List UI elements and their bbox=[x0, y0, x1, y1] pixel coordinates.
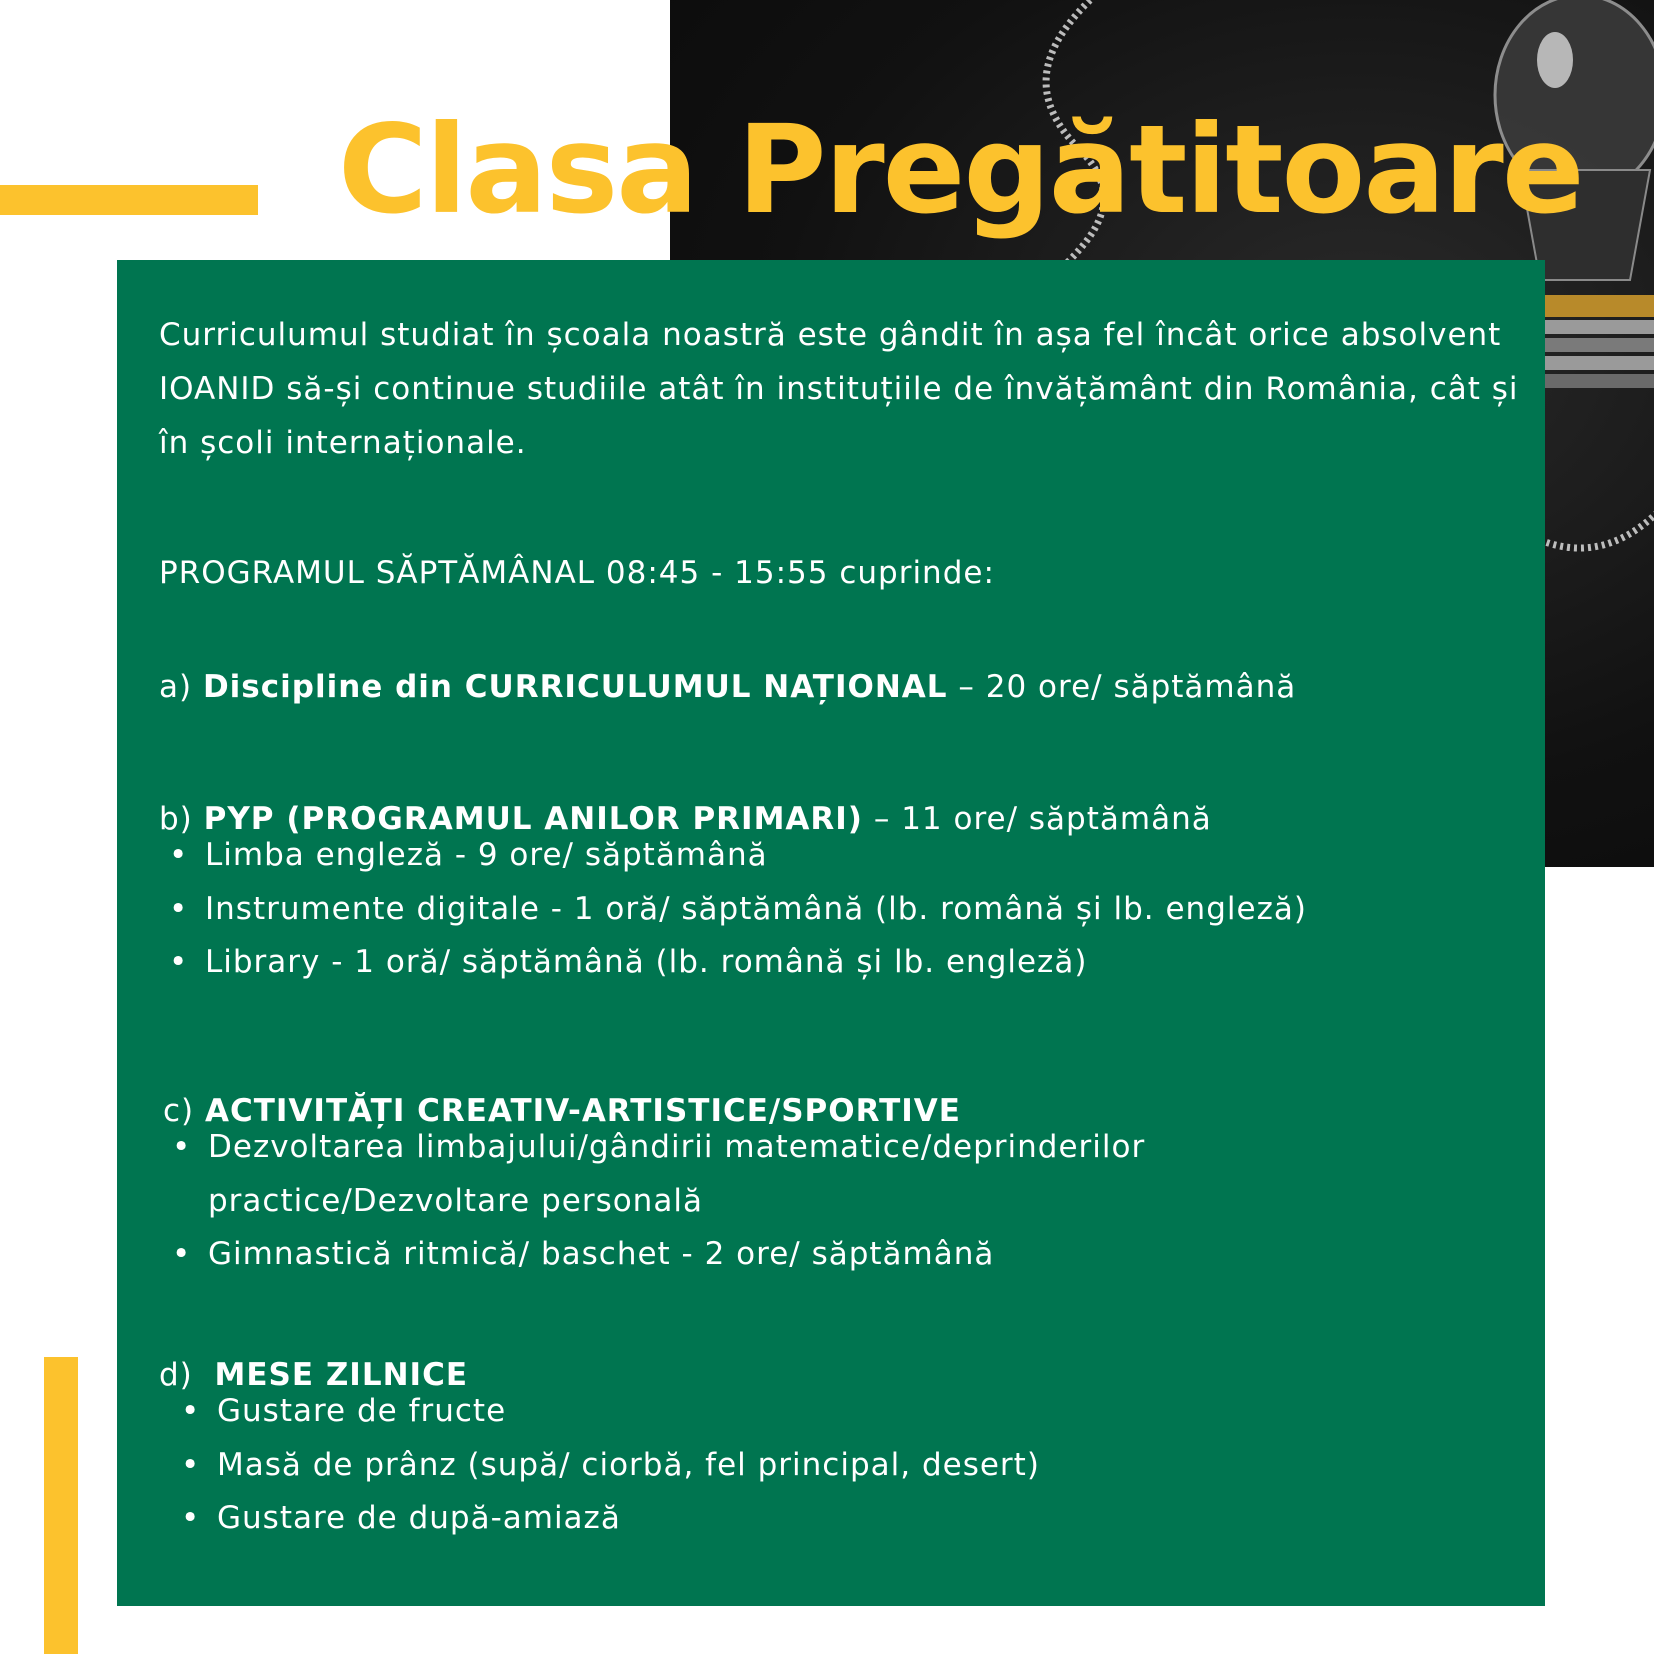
intro-paragraph: Curriculumul studiat în școala noastră este gândit în așa fel încât orice absolvent IOANID să-și continue studiile atât în instituțiile de învățământ din România, cât și în școli internaționale. bbox=[159, 317, 1519, 461]
accent-bar-horizontal bbox=[0, 185, 258, 215]
section-d-prefix: d) bbox=[159, 1357, 193, 1393]
content-card bbox=[117, 260, 1545, 1606]
schedule-line: PROGRAMUL SĂPTĂMÂNAL 08:45 - 15:55 cuprinde: bbox=[159, 555, 995, 591]
section-a-title: Discipline din CURRICULUMUL NAȚIONAL bbox=[202, 669, 948, 705]
accent-bar-vertical bbox=[44, 1357, 78, 1654]
list-item: • Gustare de după-amiază bbox=[171, 1492, 1040, 1546]
section-c-title: ACTIVITĂȚI CREATIV-ARTISTICE/SPORTIVE bbox=[205, 1093, 961, 1129]
section-a-heading bbox=[159, 667, 1296, 707]
list-item: • Gustare de fructe bbox=[171, 1385, 1040, 1439]
list-item: • Instrumente digitale - 1 oră/ săptămână (lb. română și lb. engleză) bbox=[159, 883, 1307, 937]
section-d-title: MESE ZILNICE bbox=[214, 1357, 468, 1393]
list-item: • Gimnastică ritmică/ baschet - 2 ore/ săptămână bbox=[162, 1228, 1308, 1282]
section-b-prefix: b) bbox=[159, 801, 193, 837]
section-c-prefix: c) bbox=[163, 1093, 195, 1129]
section-a-hours: – 20 ore/ săptămână bbox=[947, 669, 1297, 705]
list-item: • Library - 1 oră/ săptămână (lb. română și lb. engleză) bbox=[159, 936, 1307, 990]
list-item: • Limba engleză - 9 ore/ săptămână bbox=[159, 829, 1307, 883]
section-b-title: PYP (PROGRAMUL ANILOR PRIMARI) bbox=[203, 801, 863, 837]
section-d-list bbox=[171, 1385, 1040, 1546]
section-a-prefix: a) bbox=[159, 669, 193, 705]
list-item: • Masă de prânz (supă/ ciorbă, fel principal, desert) bbox=[171, 1439, 1040, 1493]
section-c-list bbox=[162, 1121, 1308, 1282]
page-title: Clasa Pregătitoare bbox=[338, 99, 1583, 241]
section-b-list bbox=[159, 829, 1307, 990]
list-item: • Dezvoltarea limbajului/gândirii matematice/deprinderilor practice/Dezvoltare personală bbox=[162, 1121, 1308, 1228]
section-b-hours: – 11 ore/ săptămână bbox=[862, 801, 1212, 837]
